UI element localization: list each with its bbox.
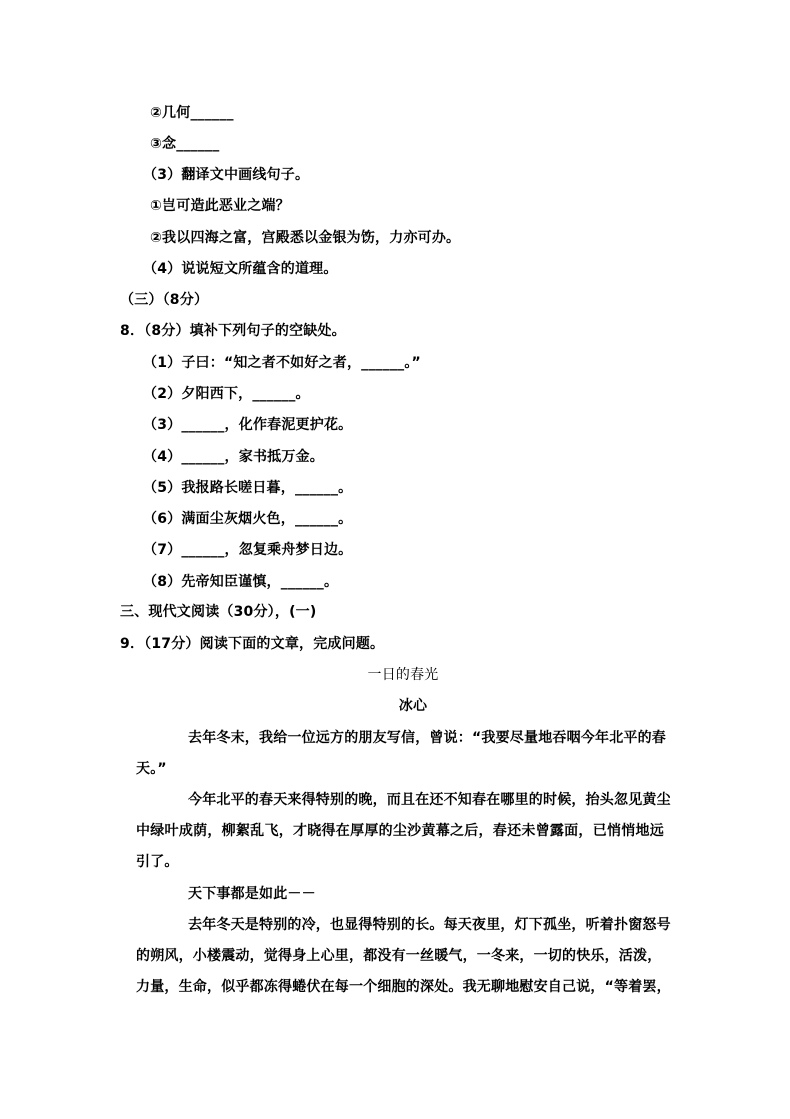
question-item: （3）翻译文中画线句子。 (143, 167, 310, 183)
question-item: ③念______ (150, 136, 220, 152)
question-item: ②我以四海之富，宫殿悉以金银为饬，力亦可办。 (150, 230, 461, 246)
question-title: 9．（17分）阅读下面的文章，完成问题。 (120, 636, 385, 652)
paragraph-line: 今年北平的春天来得特别的晚，而且在还不知春在哪里的时候，抬头忽见黄尘 (188, 792, 671, 808)
fill-item: （4）______，家书抵万金。 (143, 449, 324, 465)
fill-item: （3）______，化作春泥更护花。 (143, 417, 353, 433)
paragraph-line: 去年冬天是特别的冷，也显得特别的长。每天夜里，灯下孤坐，听着扑窗怒号 (188, 917, 671, 933)
question-item: ①岂可造此恶业之端？ (150, 198, 290, 214)
fill-item: （5）我报路长嗟日暮，______。 (143, 480, 353, 496)
article-author: 冰心 (398, 698, 428, 714)
paragraph-line: 的朔风，小楼震动，觉得身上心里，都没有一丝暖气，一冬来，一切的快乐，活泼， (136, 948, 662, 964)
fill-item: （6）满面尘灰烟火色，______。 (143, 511, 353, 527)
article-title: 一日的春光 (367, 667, 439, 683)
fill-item: （2）夕阳西下，______。 (143, 386, 310, 402)
fill-item: （7）______，忽复乘舟梦日边。 (143, 542, 353, 558)
paragraph-line: 引了。 (136, 854, 179, 870)
question-title: 8．（8分）填补下列句子的空缺处。 (120, 323, 346, 339)
question-item: ②几何______ (150, 105, 234, 121)
fill-item: （1）子曰：“知之者不如好之者，______。” (143, 355, 421, 371)
question-item: （4）说说短文所蕴含的道理。 (143, 261, 338, 277)
paragraph-line: 天。” (136, 761, 167, 777)
paragraph-line: 天下事都是如此－－ (188, 886, 316, 902)
paragraph-line: 中绿叶成荫，柳絮乱飞，才晓得在厚厚的尘沙黄幕之后，春还未曾露面，已悄悄地远 (136, 823, 664, 839)
paragraph-line: 去年冬末，我给一位远方的朋友写信，曾说：“我要尽量地吞咽今年北平的春 (188, 730, 666, 746)
paragraph-line: 力量，生命，似乎都冻得蜷伏在每一个细胞的深处。我无聊地慰安自己说，“等着罢， (136, 979, 671, 995)
part-heading: 三、现代文阅读（30分），(一) (120, 604, 317, 620)
fill-item: （8）先帝知臣谨慎，______。 (143, 574, 339, 590)
section-heading: （三）（8分） (120, 292, 209, 308)
